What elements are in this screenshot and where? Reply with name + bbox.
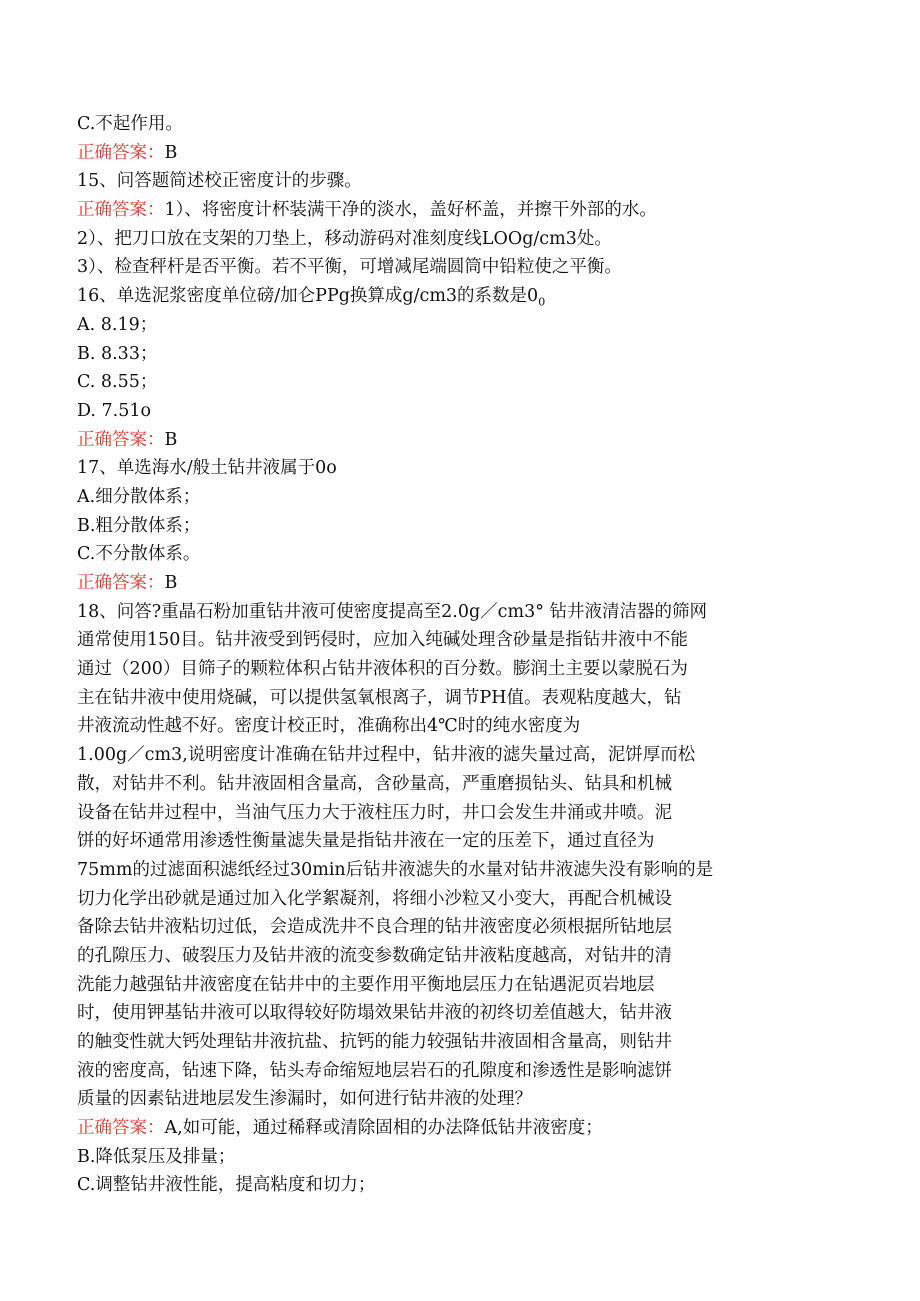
- q17-option-a: A.细分散体系；: [77, 486, 201, 507]
- q18-line-8: 设备在钻井过程中，当油气压力大于液柱压力时，井口会发生井涌或井喷。泥: [77, 802, 672, 823]
- answer-value: B: [164, 429, 178, 450]
- answer-label: 正确答案：: [77, 200, 165, 221]
- q18-line-4: 主在钻井液中使用烧碱，可以提供氢氧根离子，调节PH值。表观粘度越大，钻: [77, 687, 682, 708]
- q14-answer: [77, 139, 837, 168]
- q18-line-12: 备除去钻井液粘切过低，会造成洗井不良合理的钻井液密度必须根据所钻地层: [77, 917, 672, 938]
- q18-line-15: 时，使用钾基钻井液可以取得较好防塌效果钻井液的初终切差值越大，钻井液: [77, 1003, 672, 1024]
- q16-option-b: B. 8.33；: [77, 343, 158, 364]
- q18-option-b: B.降低泵压及排量；: [77, 1146, 236, 1167]
- q18-line-14: 洗能力越强钻井液密度在钻井中的主要作用平衡地层压力在钻遇泥页岩地层: [77, 974, 655, 995]
- q16-answer: [77, 426, 837, 455]
- q18-line-10: 75mm的过滤面积滤纸经过30min后钻井液滤失的水量对钻井液滤失没有影响的是: [77, 859, 714, 880]
- answer-value: A,如可能，通过稀释或清除固相的办法降低钻井液密度；: [164, 1118, 603, 1139]
- q18-line-5: 井液流动性越不好。密度计校正时，准确称出4℃时的纯水密度为: [77, 716, 581, 737]
- answer-label: 正确答案：: [77, 429, 165, 450]
- answer-value: B: [164, 142, 178, 163]
- answer-label: 正确答案：: [77, 1118, 165, 1139]
- q18-line-1: 18、问答?重晶石粉加重钻井液可使密度提高至2.0g／cm3° 钻井液清洁器的筛网: [77, 601, 708, 622]
- q18-line-17: 液的密度高，钻速下降，钻头寿命缩短地层岩石的孔隙度和渗透性是影响滤饼: [77, 1060, 672, 1081]
- q16-title: [77, 282, 837, 311]
- answer-value: B: [164, 573, 178, 593]
- answer-label: 正确答案：: [77, 573, 165, 593]
- document-page: [77, 110, 837, 1200]
- q17-option-c: C.不分散体系。: [77, 544, 201, 565]
- answer-value: 1）、将密度计杯装满干净的淡水，盖好杯盖，并擦干外部的水。: [164, 200, 657, 221]
- q16-title-subscript: 0: [538, 295, 546, 309]
- q18-line-3: 通过（200）目筛子的颗粒体积占钻井液体积的百分数。膨润土主要以蒙脱石为: [77, 659, 688, 680]
- q18-line-11: 切力化学出砂就是通过加入化学絮凝剂，将细小沙粒又小变大，再配合机械设: [77, 888, 672, 909]
- q18-line-7: 散，对钻井不利。钻井液固相含量高，含砂量高，严重磨损钻头、钻具和机械: [77, 773, 672, 794]
- q14-option-c: C.不起作用。: [77, 114, 183, 134]
- q18-line-6: 1.00g／cm3,说明密度计准确在钻井过程中，钻井液的滤失量过高，泥饼厚而松: [77, 745, 696, 766]
- q17-option-b: B.粗分散体系；: [77, 515, 201, 536]
- q17-answer: [77, 569, 837, 598]
- q15-step-2: 2）、把刀口放在支架的刀垫上，移动游码对准刻度线LOOg/cm3处。: [77, 228, 612, 249]
- q18-line-18: 质量的因素钻进地层发生渗漏时，如何进行钻井液的处理？: [77, 1089, 532, 1110]
- q15-title: 15、问答题简述校正密度计的步骤。: [77, 171, 362, 192]
- q18-line-16: 的触变性就大钙处理钻井液抗盐、抗钙的能力较强钻井液固相含量高，则钻井: [77, 1032, 672, 1052]
- q15-answer: [77, 196, 837, 225]
- q18-answer: [77, 1114, 837, 1143]
- q17-title: 17、单选海水/般土钻井液属于0o: [77, 458, 337, 479]
- q16-title-text: 16、单选泥浆密度单位磅/加仑PPg换算成g/cm3的系数是0: [77, 286, 539, 307]
- q16-option-c: C. 8.55；: [77, 372, 158, 393]
- q18-line-13: 的孔隙压力、破裂压力及钻井液的流变参数确定钻井液粘度越高，对钻井的清: [77, 945, 672, 966]
- q18-line-2: 通常使用150目。钻井液受到钙侵时，应加入纯碱处理含砂量是指钻井液中不能: [77, 630, 688, 651]
- q16-option-d: D. 7.51o: [77, 400, 152, 421]
- q18-line-9: 饼的好坏通常用渗透性衡量滤失量是指钻井液在一定的压差下，通过直径为: [77, 831, 655, 852]
- q15-step-3: 3）、检查秤杆是否平衡。若不平衡，可增减尾端圆筒中铅粒使之平衡。: [77, 257, 622, 278]
- q16-option-a: A. 8.19；: [77, 314, 158, 335]
- q18-option-c: C.调整钻井液性能，提高粘度和切力；: [77, 1175, 376, 1196]
- answer-label: 正确答案：: [77, 142, 165, 163]
